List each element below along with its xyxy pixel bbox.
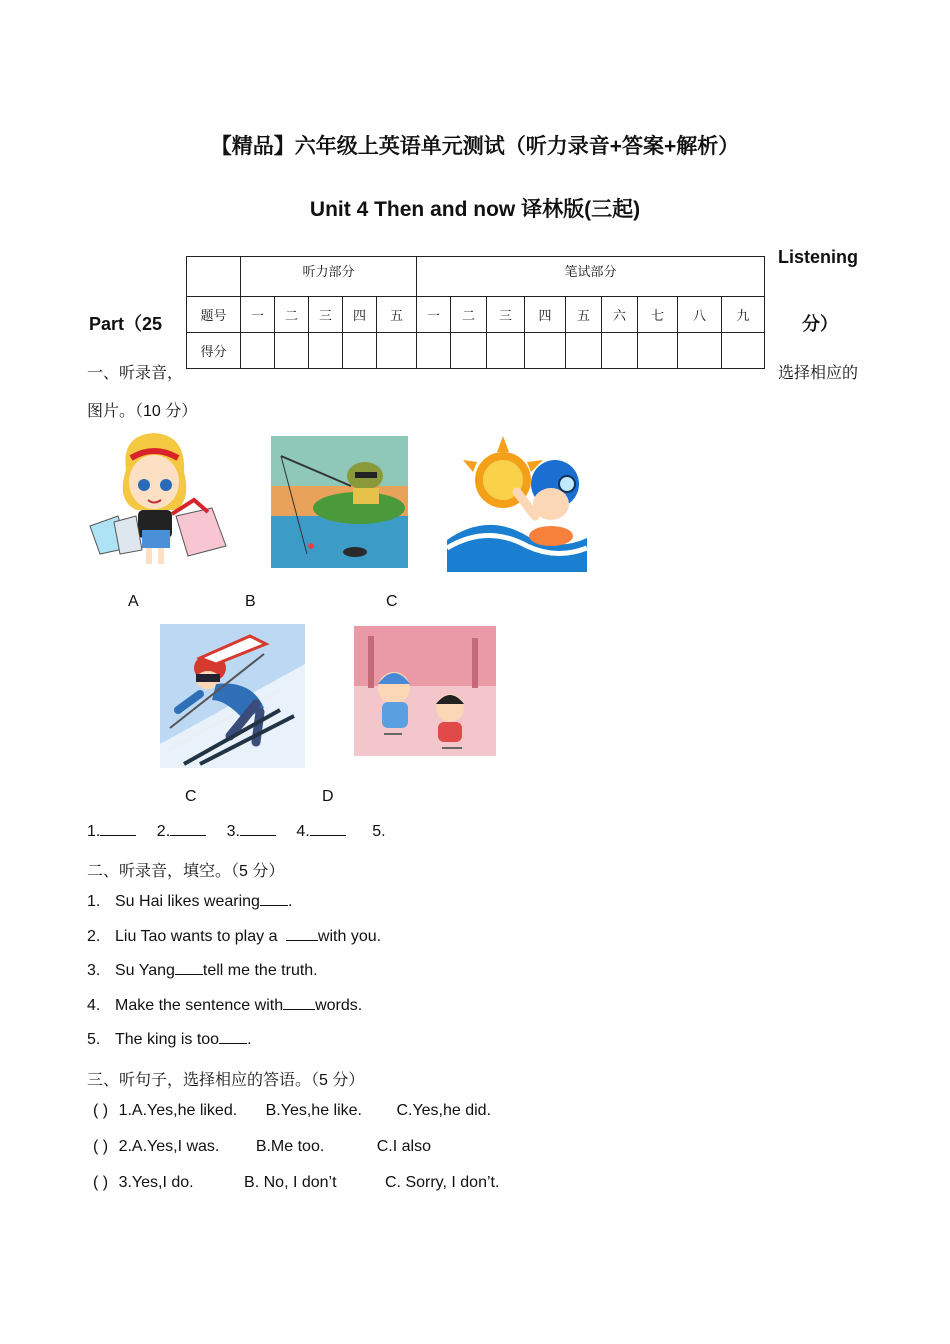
listen-col: 四 [343, 297, 377, 333]
item-number: 3. [87, 962, 101, 979]
score-cell[interactable] [241, 333, 275, 369]
written-col: 六 [602, 297, 638, 333]
option-b: B. No, I don’t [244, 1174, 337, 1191]
listen-col: 一 [241, 297, 275, 333]
score-cell[interactable] [309, 333, 343, 369]
written-col: 四 [525, 297, 566, 333]
option-a: 2.A.Yes,I was. [118, 1138, 220, 1155]
section2-heading: 二、听录音，填空。（5 分） [87, 863, 285, 880]
answer-bracket[interactable]: ( ) [93, 1174, 109, 1191]
item-number: 2. [87, 928, 101, 945]
fill-blank[interactable] [283, 1009, 315, 1010]
option-b: B.Me too. [255, 1138, 325, 1155]
listen-col: 三 [309, 297, 343, 333]
part-label-score: 分） [802, 314, 838, 334]
score-label: 得分 [187, 333, 241, 369]
option-c: C.Yes,he did. [396, 1102, 492, 1119]
skiing-boy-image [160, 624, 305, 768]
fill-blank[interactable] [219, 1043, 247, 1044]
written-col: 二 [451, 297, 487, 333]
fill-item [87, 928, 381, 946]
option-c: C.I also [376, 1138, 431, 1155]
written-col: 一 [417, 297, 451, 333]
score-cell[interactable] [343, 333, 377, 369]
answer-bracket[interactable]: ( ) [93, 1138, 109, 1155]
answer-blank[interactable] [170, 835, 206, 836]
part-label-listening: Listening [778, 247, 858, 267]
answer-row [87, 823, 386, 841]
swimming-boy-image [447, 432, 587, 572]
skating-kids-image [354, 626, 496, 756]
score-table [186, 256, 765, 369]
score-cell[interactable] [525, 333, 566, 369]
answer-blank[interactable] [240, 835, 276, 836]
shopping-girl-image [86, 430, 236, 570]
choice-item [93, 1102, 491, 1120]
written-col: 三 [487, 297, 525, 333]
document-subtitle: Unit 4 Then and now 译林版(三起) [309, 198, 641, 221]
score-cell[interactable] [451, 333, 487, 369]
image-label-d: D [322, 788, 334, 805]
image-label-b: B [245, 593, 256, 610]
answer-number: 2. [156, 823, 171, 840]
fill-blank[interactable] [260, 905, 288, 906]
section1-heading-cont: 图片。（10 分） [87, 403, 198, 420]
item-number: 4. [87, 997, 101, 1014]
written-col: 九 [722, 297, 765, 333]
fill-item [87, 997, 362, 1015]
item-text: Su Hai likes wearing [115, 893, 260, 910]
item-text-after: with you. [317, 928, 382, 945]
option-a: 1.A.Yes,he liked. [118, 1102, 238, 1119]
score-cell[interactable] [275, 333, 309, 369]
answer-number: 1. [87, 823, 101, 840]
question-number-label: 题号 [187, 297, 241, 333]
image-label-c2: C [185, 788, 197, 805]
fishing-boy-image [271, 436, 408, 568]
answer-blank[interactable] [310, 835, 346, 836]
choice-item [93, 1138, 431, 1156]
section1-heading-right: 选择相应的 [778, 365, 859, 382]
part-label-left: Part（25 [89, 314, 163, 334]
item-text: Make the sentence with [115, 997, 284, 1014]
fill-item [87, 893, 292, 911]
item-text-after: words. [315, 997, 363, 1014]
document-title: 【精品】六年级上英语单元测试（听力录音+答案+解析） [210, 135, 740, 158]
item-text-after: tell me the truth. [202, 962, 318, 979]
answer-bracket[interactable]: ( ) [93, 1102, 109, 1119]
item-text: Liu Tao wants to play a [115, 928, 282, 945]
score-cell[interactable] [487, 333, 525, 369]
written-section-header: 笔试部分 [417, 257, 765, 297]
option-a: 3.Yes,I do. [118, 1174, 194, 1191]
score-cell[interactable] [377, 333, 417, 369]
listen-col: 二 [275, 297, 309, 333]
score-cell[interactable] [602, 333, 638, 369]
fill-blank[interactable] [175, 974, 203, 975]
listening-section-header: 听力部分 [241, 257, 417, 297]
item-text-after: . [247, 1031, 252, 1048]
written-col: 七 [638, 297, 678, 333]
fill-item [87, 962, 318, 980]
score-cell[interactable] [566, 333, 602, 369]
written-col: 八 [678, 297, 722, 333]
answer-blank[interactable] [100, 835, 136, 836]
fill-blank[interactable] [286, 940, 318, 941]
image-label-c: C [386, 593, 398, 610]
item-text: The king is too [115, 1031, 220, 1048]
option-b: B.Yes,he like. [265, 1102, 362, 1119]
item-text-after: . [287, 893, 293, 910]
score-cell[interactable] [722, 333, 765, 369]
item-text: Su Yang [115, 962, 175, 979]
score-cell[interactable] [638, 333, 678, 369]
answer-number: 5. [372, 823, 386, 840]
section1-heading: 一、听录音， [87, 365, 184, 382]
table-corner-cell [187, 257, 241, 297]
choice-item [93, 1174, 499, 1192]
written-col: 五 [566, 297, 602, 333]
score-cell[interactable] [417, 333, 451, 369]
section3-heading: 三、听句子，选择相应的答语。（5 分） [87, 1072, 365, 1089]
item-number: 5. [87, 1031, 101, 1048]
answer-number: 3. [226, 823, 240, 840]
answer-number: 4. [296, 823, 310, 840]
score-cell[interactable] [678, 333, 722, 369]
fill-item [87, 1031, 252, 1049]
image-label-a: A [128, 593, 139, 610]
item-number: 1. [87, 893, 101, 910]
option-c: C. Sorry, I don’t. [385, 1174, 500, 1191]
listen-col: 五 [377, 297, 417, 333]
